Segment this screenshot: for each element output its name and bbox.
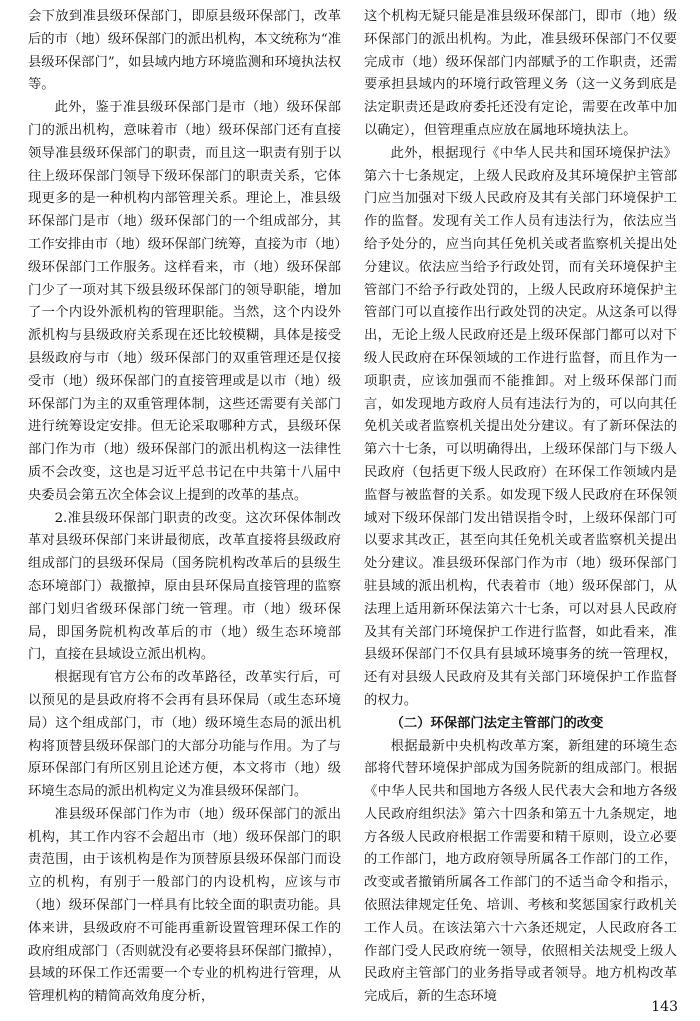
section-heading: （二）环保部门法定主管部门的改变: [390, 715, 604, 731]
body-paragraph: 此外，根据现行《中华人民共和国环境保护法》第六十七条规定，上级人民政府及其环境保护主管部门应当加强对下级人民政府及其有关部门环境保护工作的监督。发现有关工作人员有违法行为，依法应当给予处分的，应当向其任免机关或者监察机关提出处分建议。依法应当给予行政处罚，而有关环境保护主管部门不给予行政处罚的，上级人民政府环境保护主管部门可以直接作出行政处罚的决定。从这条可以得出，无论上级人民政府还是上级环保部门都可以对下级人民政府在环保领域的工作进行监督，而且作为一项职责，应该加强而不能推卸。对上级环保部门而言，如发现地方政府人员有违法行为的，可以向其任免机关或者监察机关提出处分建议。有了新环保法的第六十七条，可以明确得出，上级环保部门与下级人民政府（包括更下级人民政府）在环保工作领域内是监督与被监督的关系。如发现下级人民政府在环保领域对下级环保部门发出错误指令时，上级环保部门可以要求其改正，甚至向其任免机关或者监察机关提出处分建议。准县级环保部门作为市（地）级环保部门驻县域的派出机构，代表着市（地）级环保部门，从法理上适用新环保法第六十七条，可以对县人民政府及其有关部门环境保护工作进行监督，如此看来，准县级环保部门不仅具有县域环境事务的统一管理权，还有对县级人民政府及其有关部门环境保护工作监督的权力。: [364, 145, 677, 708]
body-paragraph: 根据最新中央机构改革方案，新组建的环境生态部将代替环境保护部成为国务院新的组成部门。根据《中华人民共和国地方各级人民代表大会和地方各级人民政府组织法》第六十四条和第五十九条规定，地方各级人民政府根据工作需要和精干原则，设立必要的工作部门，地方政府领导所属各工作部门的工作，改变或者撤销所属各工作部门的不适当命令和指示，依照法律规定任免、培训、考核和奖惩国家行政机关工作人员。在该法第六十六条还规定，人民政府各工作部门受人民政府统一领导，依照相关法规受上级人民政府主管部门的业务指导或者领导。地方机构改革完成后，新的生态环境: [364, 738, 677, 1005]
right-column: [364, 6, 677, 1009]
body-paragraph: 这个机构无疑只能是准县级环保部门，即市（地）级环保部门的派出机构。为此，准县级环保部门不仅要完成市（地）级环保部门内部赋予的工作职责，还需要承担县域内的环境行政管理义务（这一义务到底是法定职责还是政府委托还没有定论，需要在改革中加以确定），但管理重点应放在属地环境执法上。: [364, 9, 677, 138]
body-paragraph: 此外，鉴于准县级环保部门是市（地）级环保部门的派出机构，意味着市（地）级环保部门还有直接领导准县级环保部门的职责，而且这一职责有别于以往上级环保部门领导下级环保部门的职责关系，它体现更多的是一种机构内部管理关系。理论上，准县级环保部门是市（地）级环保部门的一个组成部分，其工作安排由市（地）级环保部门统筹，直接为市（地）级环保部门工作服务。这样看来，市（地）级环保部门少了一项对其下级县级环保部门的领导职能，增加了一个内设外派机构的管理职能。当然，这个内设外派机构与县级政府关系现在还比较模糊，具体是接受县级政府与市（地）级环保部门的双重管理还是仅接受市（地）级环保部门的直接管理或是以市（地）级环保部门为主的双重管理体制，这些还需要有关部门进行统筹设定安排。但无论采取哪种方式，县级环保部门作为市（地）级环保部门的派出机构这一法律性质不会改变，这也是习近平总书记在中共第十八届中央委员会第五次全体会议上提到的改革的基点。: [28, 100, 341, 503]
body-paragraph: 2.准县级环保部门职责的改变。这次环保体制改革对县级环保部门来讲最彻底，改革直接将县级政府组成部门的县级环保局（国务院机构改革后的县级生态环境部门）裁撤掉，原由县环保局直接管理的监察部门划归省级环保部门统一管理。市（地）级环保局，即国务院机构改革后的市（地）级生态环境部门，直接在县域设立派出机构。: [28, 510, 341, 663]
body-paragraph: 会下放到准县级环保部门，即原县级环保部门，改革后的市（地）级环保部门的派出机构，本文统称为“准县级环保部门”，如县域内地方环境监测和环境执法权等。: [28, 9, 341, 93]
left-column: [28, 6, 341, 1009]
page-number: 143: [651, 999, 678, 1015]
body-paragraph: 准县级环保部门作为市（地）级环保部门的派出机构，其工作内容不会超出市（地）级环保部门的职责范围，由于该机构是作为顶替原县级环保部门而设立的机构，有别于一般部门的内设机构，应该与市（地）级环保部门一样具有比较全面的职责功能。具体来讲，县级政府不可能再重新设置管理环保工作的政府组成部门（否则就没有必要将县环保部门撤掉），县域的环保工作还需要一个专业的机构进行管理，从管理机构的精简高效角度分析，: [28, 806, 341, 1005]
body-paragraph: 根据现有官方公布的改革路径，改革实行后，可以预见的是县政府将不会再有县环保局（或生态环境局）这个组成部门，市（地）级环境生态局的派出机构将顶替县级环保部门的大部分功能与作用。为了与原环保部门有所区别且论述方便，本文将市（地）级环境生态局的派出机构定义为准县级环保部门。: [28, 670, 341, 800]
